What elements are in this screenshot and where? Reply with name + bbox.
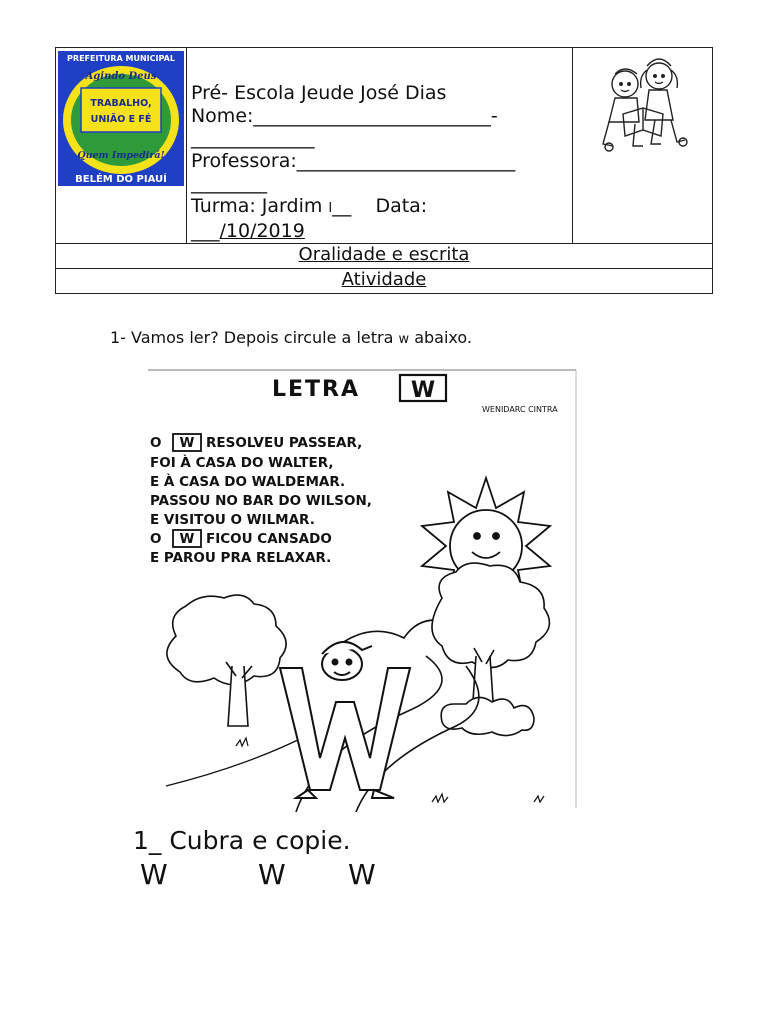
logo-motto: Quem Impedirá! bbox=[77, 150, 165, 161]
poem-line bbox=[150, 434, 362, 451]
class-value: I bbox=[328, 200, 333, 216]
logo-top-text: PREFEITURA MUNICIPAL bbox=[67, 54, 175, 63]
instruction-suffix: abaixo. bbox=[409, 328, 472, 347]
svg-text:RESOLVEU PASSEAR,: RESOLVEU PASSEAR, bbox=[206, 435, 363, 451]
poem-title: LETRA bbox=[272, 377, 361, 402]
teacher-continuation[interactable]: ________ bbox=[190, 172, 267, 194]
activity-text: Atividade bbox=[341, 268, 427, 290]
name-line bbox=[191, 105, 572, 128]
subject-row bbox=[56, 243, 713, 268]
copy-letter: W bbox=[140, 858, 168, 891]
teacher-label: Professora: bbox=[190, 149, 297, 172]
copy-letter: W bbox=[348, 858, 376, 891]
reading-children-icon bbox=[595, 54, 691, 158]
svg-text:O: O bbox=[150, 435, 162, 451]
date-line bbox=[191, 220, 572, 243]
date-day-blank[interactable]: ___ bbox=[190, 220, 220, 242]
title-letter: W bbox=[410, 378, 436, 403]
poem-line: E VISITOU O WILMAR. bbox=[150, 512, 315, 528]
class-line bbox=[191, 195, 572, 221]
instruction-prefix: 1- Vamos ler? Depois circule a letra bbox=[110, 328, 399, 347]
svg-text:O: O bbox=[150, 531, 162, 547]
logo-cell bbox=[56, 48, 187, 244]
school-name: Pré- Escola Jeude José Dias bbox=[190, 82, 447, 104]
svg-text:FICOU CANSADO: FICOU CANSADO bbox=[206, 531, 332, 547]
copy-instruction: 1_ Cubra e copie. bbox=[133, 826, 351, 855]
subject-text: Oralidade e escrita bbox=[298, 243, 470, 265]
class-label: Turma: Jardim bbox=[190, 194, 329, 217]
poem-line: FOI À CASA DO WALTER, bbox=[150, 455, 334, 471]
class-blank[interactable]: __ bbox=[332, 194, 352, 217]
poem-line: PASSOU NO BAR DO WILSON, bbox=[150, 493, 372, 509]
logo-center-line1: TRABALHO, bbox=[90, 98, 152, 109]
svg-text:W: W bbox=[179, 531, 195, 547]
date-label: Data: bbox=[375, 194, 428, 217]
kids-cell bbox=[572, 48, 712, 244]
name-label: Nome: bbox=[190, 104, 254, 127]
poem-author: WENIDARC CINTRA bbox=[482, 405, 558, 414]
teacher-blank[interactable]: _______________________ bbox=[296, 149, 516, 172]
instruction-letter: w bbox=[398, 332, 410, 347]
copy-letter: W bbox=[258, 858, 286, 891]
poem-line: E À CASA DO WALDEMAR. bbox=[150, 474, 346, 490]
poem-line: E PAROU PRA RELAXAR. bbox=[150, 550, 332, 566]
info-cell bbox=[186, 48, 572, 244]
logo-center-line2: UNIÃO E FÉ bbox=[90, 114, 152, 125]
letter-w-illustration bbox=[146, 366, 578, 812]
teacher-line bbox=[191, 150, 572, 173]
municipal-logo bbox=[57, 50, 185, 188]
activity-row bbox=[56, 268, 713, 293]
date-value: /10/2019 bbox=[219, 220, 305, 242]
logo-arc-text: Agindo Deus bbox=[85, 71, 157, 82]
name-continuation[interactable]: _____________ bbox=[190, 127, 315, 149]
instruction bbox=[110, 328, 472, 347]
svg-text:W: W bbox=[179, 435, 195, 451]
logo-bottom-text: BELÉM DO PIAUÍ bbox=[75, 174, 167, 185]
header-table bbox=[55, 47, 713, 294]
name-blank[interactable]: _________________________ bbox=[253, 104, 491, 127]
name-dash: - bbox=[490, 104, 498, 127]
